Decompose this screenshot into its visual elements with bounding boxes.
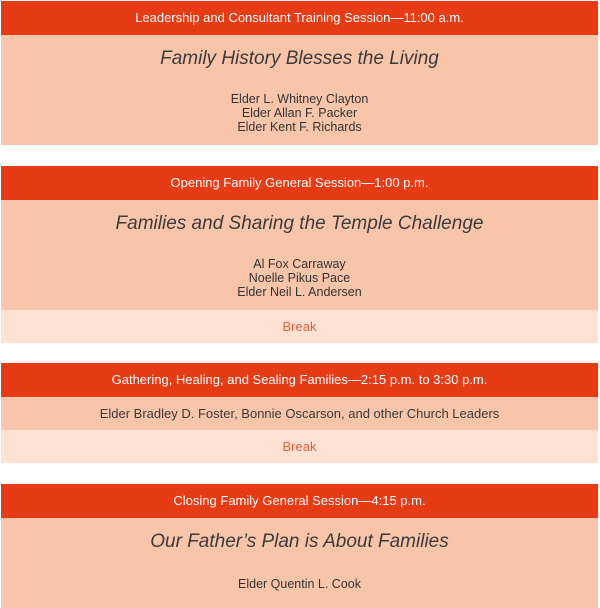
speaker: Elder L. Whitney Clayton [230, 92, 369, 106]
speaker: Elder Kent F. Richards [237, 120, 362, 134]
session-body [1, 518, 598, 608]
speaker: Elder Quentin L. Cook [238, 577, 361, 591]
speaker-list [1, 577, 598, 591]
session-title: Family History Blesses the Living [160, 48, 439, 69]
speaker: Elder Neil L. Andersen [237, 285, 362, 299]
session-opening-general [1, 166, 598, 343]
break-row: Break [1, 430, 598, 463]
session-header: Closing Family General Session—4:15 p.m. [1, 484, 598, 518]
session-title: Families and Sharing the Temple Challenge [115, 213, 484, 234]
speaker: Noelle Pikus Pace [248, 271, 351, 285]
session-header: Gathering, Healing, and Sealing Families—2:15 p.m. to 3:30 p.m. [1, 363, 598, 397]
session-gathering-healing-sealing [1, 363, 598, 463]
speakers-row: Elder Bradley D. Foster, Bonnie Oscarson, and other Church Leaders [1, 397, 598, 430]
break-row: Break [1, 310, 598, 343]
speaker: Al Fox Carraway [253, 257, 346, 271]
session-closing-general [1, 484, 598, 608]
session-body [1, 200, 598, 310]
session-body [1, 35, 598, 145]
session-title: Our Father’s Plan is About Families [150, 531, 449, 552]
speaker-list [1, 92, 598, 134]
speaker: Elder Allan F. Packer [241, 106, 358, 120]
session-header: Opening Family General Session—1:00 p.m. [1, 166, 598, 200]
speaker-list [1, 257, 598, 299]
session-leadership-training [1, 1, 598, 145]
session-header: Leadership and Consultant Training Session—11:00 a.m. [1, 1, 598, 35]
